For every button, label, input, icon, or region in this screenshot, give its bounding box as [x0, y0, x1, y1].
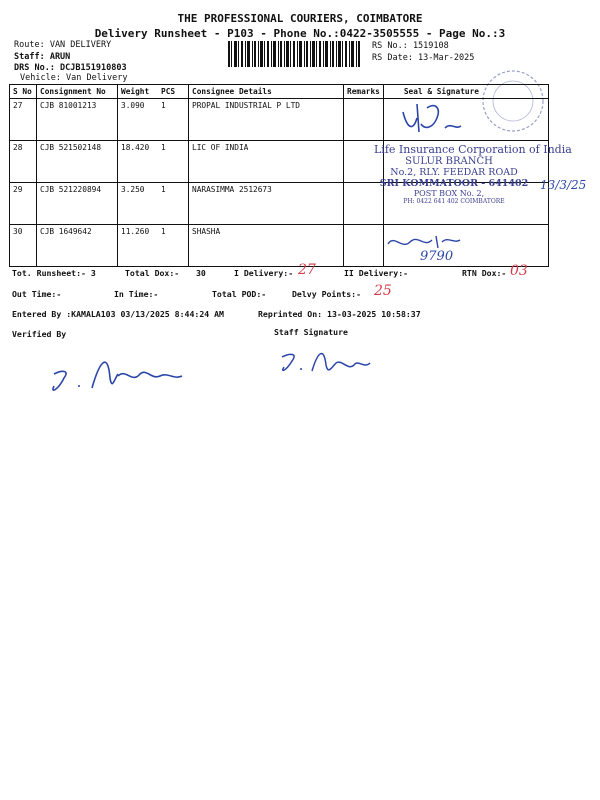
cell-consignee: LIC OF INDIA: [189, 141, 344, 183]
cell-weight: 3.250: [118, 183, 159, 225]
handwritten-date: 13/3/25: [540, 178, 587, 192]
drs-label: DRS No.: DCJB151910803: [14, 63, 127, 73]
cell-pcs: 1: [158, 225, 189, 267]
col-seal-signature: Seal & Signature: [383, 85, 548, 99]
vehicle-label: Vehicle: Van Delivery: [20, 73, 128, 83]
signature-scribble: [395, 98, 475, 138]
signature-icon: [395, 98, 475, 138]
rtn-dox-label: RTN Dox:-: [462, 268, 507, 278]
col-sno: S No: [10, 85, 37, 99]
staff-signature-scribble: [278, 345, 378, 381]
verified-signature: [48, 350, 198, 400]
total-dox-label: Total Dox:-: [125, 268, 180, 278]
signature-icon: [48, 350, 198, 400]
rs-date-label: RS Date: 13-Mar-2025: [372, 53, 475, 63]
out-time-label: Out Time:-: [12, 289, 62, 299]
barcode: [228, 41, 362, 67]
cell-sno: 28: [10, 141, 37, 183]
company-title: THE PROFESSIONAL COURIERS, COIMBATORE: [177, 12, 423, 25]
handwritten-phone: 9790: [420, 249, 454, 264]
col-weight: Weight: [118, 85, 159, 99]
staff-signature-label: Staff Signature: [274, 327, 348, 337]
cell-consignee: SHASHA: [189, 225, 344, 267]
delvy-points-handwritten: 25: [374, 283, 392, 299]
verified-by-label: Verified By: [12, 329, 67, 339]
stamp-line: PH: 0422 641 402 COIMBATORE: [403, 198, 505, 205]
cell-weight: 11.260: [118, 225, 159, 267]
staff-label: Staff: ARUN: [14, 52, 71, 62]
i-delivery-label: I Delivery:-: [234, 268, 294, 278]
table-header-row: [10, 85, 549, 99]
col-consignee: Consignee Details: [189, 85, 344, 99]
rtn-dox-handwritten: 03: [510, 263, 528, 279]
stamp-line: No.2, RLY. FEEDAR ROAD: [390, 167, 518, 178]
stamp-line: Life Insurance Corporation of India: [374, 143, 572, 156]
col-pcs: PCS: [158, 85, 189, 99]
reprinted-on: Reprinted On: 13-03-2025 10:58:37: [258, 309, 421, 319]
delvy-points-label: Delvy Points:-: [292, 289, 362, 299]
stamp-line: SULUR BRANCH: [405, 156, 493, 167]
total-dox-value: 30: [196, 268, 206, 278]
signature-icon: [278, 345, 378, 381]
cell-weight: 3.090: [118, 99, 159, 141]
cell-sno: 27: [10, 99, 37, 141]
stamp-line: POST BOX No. 2,: [413, 189, 485, 198]
cell-consignee: PROPAL INDUSTRIAL P LTD: [189, 99, 344, 141]
cell-consignment: CJB 521220894: [37, 183, 118, 225]
cell-consignment: CJB 1649642: [37, 225, 118, 267]
cell-sno: 29: [10, 183, 37, 225]
cell-consignee: NARASIMMA 2512673: [189, 183, 344, 225]
col-remarks: Remarks: [344, 85, 384, 99]
cell-consignment: CJB 81001213: [37, 99, 118, 141]
lic-rubber-stamp: [374, 143, 580, 205]
stamp-line: SRI KOMMATOOR - 641402: [379, 178, 529, 189]
total-pod-label: Total POD:-: [212, 289, 267, 299]
cell-pcs: 1: [158, 99, 189, 141]
cell-remarks: [344, 225, 384, 267]
rs-no-label: RS No.: 1519108: [372, 41, 449, 51]
cell-pcs: 1: [158, 141, 189, 183]
i-delivery-handwritten: 27: [298, 262, 316, 278]
route-label: Route: VAN DELIVERY: [14, 40, 112, 50]
cell-remarks: [344, 99, 384, 141]
col-consignment: Consignment No: [37, 85, 118, 99]
in-time-label: In Time:-: [114, 289, 159, 299]
cell-consignment: CJB 521502148: [37, 141, 118, 183]
cell-weight: 18.420: [118, 141, 159, 183]
runsheet-title: Delivery Runsheet - P103 - Phone No.:0422-3505555 - Page No.:3: [94, 27, 506, 40]
cell-sno: 30: [10, 225, 37, 267]
tot-runsheet: Tot. Runsheet:- 3: [12, 268, 96, 278]
cell-pcs: 1: [158, 183, 189, 225]
ii-delivery-label: II Delivery:-: [344, 268, 409, 278]
entered-by: Entered By :KAMALA103 03/13/2025 8:44:24 AM: [12, 309, 224, 319]
barcode-graphic: [228, 41, 362, 67]
